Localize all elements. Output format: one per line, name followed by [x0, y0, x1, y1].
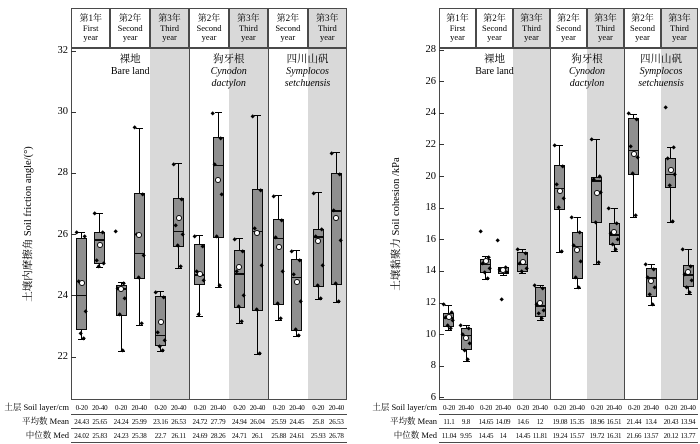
mean-marker	[215, 177, 221, 183]
box-iqr	[213, 137, 224, 238]
y-axis-tick-label: 26	[57, 228, 68, 240]
box-iqr	[273, 219, 284, 305]
soil-layer-value: 20-40	[680, 404, 696, 412]
year-label-en: First	[82, 22, 99, 33]
y-axis-tick	[439, 397, 444, 398]
median-value: 14.45	[515, 432, 531, 440]
treatment-label-zh: 裸地	[119, 54, 141, 65]
soil-layer-value: 0-20	[193, 404, 206, 412]
mean-value: 25.8	[312, 418, 324, 426]
median-value: 13.57	[643, 432, 659, 440]
y-axis-tick-label: 28	[57, 167, 68, 179]
median-value: 25.88	[271, 432, 287, 440]
year-label-en: year	[672, 32, 687, 43]
mean-marker	[668, 167, 674, 173]
soil-layer-value: 0-20	[664, 404, 677, 412]
mean-value: 15.35	[569, 418, 585, 426]
y-axis-tick-label: 10	[425, 328, 436, 340]
soil-layer-value: 20-40	[92, 404, 108, 412]
soil-layer-value: 20-40	[210, 404, 226, 412]
mean-marker	[500, 267, 506, 273]
mean-value: 24.94	[231, 418, 247, 426]
plot-frame	[71, 48, 347, 400]
soil-layer-value: 0-20	[479, 404, 492, 412]
treatment-label-en: setchuensis	[284, 78, 331, 90]
soil-layer-value: 20-40	[495, 404, 511, 412]
mean-value: 21.44	[626, 418, 642, 426]
year-label-en: Third	[160, 22, 179, 33]
mean-marker	[118, 286, 124, 292]
year-label-en: Third	[522, 22, 541, 33]
y-axis-tick-label: 30	[57, 106, 68, 118]
box-iqr	[331, 173, 342, 285]
treatment-group-label	[591, 54, 700, 90]
year-label-en: Second	[275, 22, 301, 33]
year-label-zh: 第1年	[446, 13, 469, 24]
year-header-cell	[550, 8, 587, 48]
median-line	[95, 239, 105, 241]
year-label-en: year	[162, 32, 177, 43]
median-value: 25.93	[310, 432, 326, 440]
year-label-en: Second	[629, 22, 656, 33]
year-label-zh: 第2年	[197, 13, 221, 24]
box-iqr	[572, 232, 583, 279]
year-label-en: First	[449, 22, 466, 33]
y-axis-tick	[439, 271, 444, 272]
year-header-cell	[229, 8, 268, 48]
year-label-en: year	[241, 32, 256, 43]
soil-layer-value: 20-40	[643, 404, 659, 412]
y-axis-tick-label: 28	[425, 44, 436, 56]
whisker-cap-top	[556, 145, 563, 146]
median-value: 25.83	[92, 432, 108, 440]
year-label-en: Third	[670, 22, 689, 33]
y-axis-tick	[439, 366, 444, 367]
mean-marker	[315, 238, 321, 244]
year-label-zh: 第2年	[276, 13, 300, 24]
year-header-cell	[71, 8, 110, 48]
whisker-cap-top	[685, 249, 692, 250]
year-label-en: year	[83, 32, 99, 43]
table-rule	[439, 442, 698, 443]
mean-value: 19.08	[552, 418, 568, 426]
mean-value: 14.6	[517, 418, 529, 426]
treatment-label-en: Symplocos	[286, 66, 329, 78]
year-label-zh: 第2年	[557, 13, 580, 24]
table-row-label: 平均数 Mean	[22, 416, 69, 426]
mean-value: 20.43	[663, 418, 679, 426]
whisker-cap-top	[648, 264, 655, 265]
year-header-cell	[308, 8, 347, 48]
y-axis-tick	[439, 144, 444, 145]
median-value: 9.95	[460, 432, 472, 440]
year-label-zh: 第3年	[158, 13, 181, 24]
year-label-zh: 第2年	[631, 13, 654, 24]
y-axis-tick	[439, 208, 444, 209]
treatment-label-en: Bare land	[475, 66, 514, 78]
year-label-en: Second	[555, 22, 582, 33]
median-value: 24.02	[74, 432, 90, 440]
whisker-cap-top	[196, 235, 203, 236]
mean-value: 26.53	[328, 418, 344, 426]
median-line	[77, 295, 87, 297]
median-value: 11.04	[441, 432, 457, 440]
mean-value: 23.16	[153, 418, 168, 426]
year-label-en: year	[122, 32, 138, 43]
box-iqr	[291, 259, 302, 331]
box-iqr	[234, 250, 245, 308]
year-header-cell	[439, 8, 476, 48]
soil-layer-value: 0-20	[312, 404, 325, 412]
y-axis-tick	[439, 81, 444, 82]
mean-value: 26.53	[171, 418, 186, 426]
treatment-label-en: Bare land	[110, 66, 150, 78]
whisker-cap-top	[611, 208, 618, 209]
mean-marker	[594, 190, 600, 196]
mean-value: 24.45	[289, 418, 305, 426]
whisker-cap-top	[445, 305, 452, 306]
soil-layer-value: 0-20	[154, 404, 167, 412]
treatment-label-zh: 狗牙根	[212, 54, 245, 65]
plot-frame	[439, 48, 698, 400]
mean-marker	[631, 151, 637, 157]
y-axis-tick-label: 22	[57, 351, 68, 363]
soil-layer-value: 0-20	[233, 404, 246, 412]
mean-marker	[197, 271, 203, 277]
median-value: 20.12	[663, 432, 679, 440]
median-value: 26.1	[251, 432, 264, 440]
soil-layer-value: 0-20	[272, 404, 285, 412]
y-axis-tick-label: 14	[425, 265, 436, 277]
y-axis-tick	[71, 51, 76, 52]
table-row-label: 平均数 Mean	[390, 416, 437, 426]
mean-value: 9.8	[461, 418, 471, 426]
year-label-zh: 第2年	[483, 13, 506, 24]
mean-value: 13.94	[680, 418, 696, 426]
year-header-cell	[587, 8, 624, 48]
soil-layer-value: 0-20	[553, 404, 566, 412]
y-axis-tick-label: 20	[425, 170, 436, 182]
table-row-label: 土层 Soil layer/cm	[4, 402, 69, 412]
mean-value: 12	[536, 418, 544, 426]
whisker-cap-top	[593, 139, 600, 140]
table-row-label: 中位数 Med	[25, 430, 69, 440]
whisker-cap-top	[293, 250, 300, 251]
year-header-cell	[150, 8, 189, 48]
mean-value: 24.72	[192, 418, 208, 426]
mean-value: 25.99	[131, 418, 147, 426]
mean-marker	[611, 229, 617, 235]
y-axis-tick	[71, 357, 76, 358]
year-label-zh: 第3年	[316, 13, 339, 24]
treatment-label-zh: 狗牙根	[571, 54, 603, 65]
year-header-cell	[189, 8, 228, 48]
median-value: 13.77	[680, 432, 696, 440]
treatment-label-zh: 裸地	[484, 54, 505, 65]
median-value: 22.7	[154, 432, 167, 440]
median-value: 14.45	[478, 432, 494, 440]
table-rule	[439, 414, 698, 415]
y-axis-tick	[439, 113, 444, 114]
median-value: 24.23	[113, 432, 129, 440]
median-value: 19.72	[589, 432, 605, 440]
year-label-en: year	[561, 32, 576, 43]
table-row-label: 中位数 Med	[393, 430, 437, 440]
y-axis-tick-label: 16	[425, 233, 436, 245]
mean-value: 25.59	[271, 418, 287, 426]
whisker-cap-top	[215, 112, 222, 113]
soil-layer-value: 0-20	[590, 404, 603, 412]
mean-value: 11.1	[443, 418, 455, 426]
year-label-en: year	[524, 32, 539, 43]
whisker-cap-top	[275, 195, 282, 196]
soil-layer-value: 0-20	[442, 404, 455, 412]
data-point	[315, 283, 320, 288]
year-label-en: year	[201, 32, 217, 43]
y-axis-tick-label: 12	[425, 297, 436, 309]
year-label-en: year	[487, 32, 502, 43]
treatment-label-en: dactylon	[569, 78, 605, 90]
year-header-cell	[268, 8, 307, 48]
box-iqr	[591, 177, 602, 224]
median-value: 24.69	[192, 432, 208, 440]
year-label-en: year	[319, 32, 335, 43]
year-label-zh: 第3年	[237, 13, 260, 24]
year-header-cell	[513, 8, 550, 48]
whisker-cap-top	[574, 217, 581, 218]
y-axis-tick	[439, 50, 444, 51]
year-label-en: Third	[317, 22, 337, 33]
treatment-label-en: Symplocos	[639, 66, 683, 78]
year-header-cell	[110, 8, 149, 48]
y-axis-title: 土壤内摩擦角 Soil friction angle/(°)	[23, 146, 34, 302]
year-label-en: Third	[596, 22, 615, 33]
soil-layer-value: 20-40	[569, 404, 585, 412]
table-rule	[71, 442, 347, 443]
median-value: 11.81	[532, 432, 548, 440]
y-axis-tick-label: 32	[57, 45, 68, 57]
median-value: 24.61	[289, 432, 305, 440]
soil-layer-value: 0-20	[516, 404, 529, 412]
mean-value: 24.24	[113, 418, 129, 426]
mean-marker	[648, 278, 654, 284]
table-row-label: 土层 Soil layer/cm	[372, 402, 437, 412]
y-axis-tick-label: 8	[430, 360, 436, 372]
whisker-cap-top	[630, 114, 637, 115]
median-value: 14	[499, 432, 507, 440]
year-label-zh: 第2年	[118, 13, 142, 24]
mean-value: 16.51	[606, 418, 622, 426]
table-rule	[439, 428, 698, 429]
mean-value: 14.65	[478, 418, 494, 426]
mean-value: 27.79	[210, 418, 226, 426]
y-axis-tick-label: 22	[425, 138, 436, 150]
soil-layer-value: 20-40	[532, 404, 548, 412]
year-label-en: Third	[238, 22, 258, 33]
median-value: 21.66	[626, 432, 642, 440]
year-header-cell	[624, 8, 661, 48]
y-axis-tick-label: 6	[430, 391, 436, 403]
y-axis-tick-label: 26	[425, 75, 436, 87]
table-rule	[71, 414, 347, 415]
year-header-cell	[476, 8, 513, 48]
y-axis-tick	[439, 176, 444, 177]
year-label-zh: 第3年	[594, 13, 617, 24]
year-label-en: Second	[117, 22, 143, 33]
median-value: 26.11	[171, 432, 186, 440]
soil-layer-value: 20-40	[606, 404, 622, 412]
year-label-en: year	[598, 32, 613, 43]
median-value: 19.24	[552, 432, 568, 440]
y-axis-tick	[439, 239, 444, 240]
treatment-label-en: setchuensis	[638, 78, 684, 90]
mean-value: 13.4	[645, 418, 657, 426]
mean-value: 24.43	[74, 418, 90, 426]
year-label-en: year	[450, 32, 465, 43]
y-axis-title: 土壤黏聚力 Soil cohesion /kPa	[391, 157, 402, 291]
median-value: 28.26	[210, 432, 226, 440]
mean-value: 14.09	[495, 418, 511, 426]
y-axis-tick	[439, 334, 444, 335]
year-label-en: year	[280, 32, 296, 43]
median-value: 24.71	[231, 432, 247, 440]
mean-marker	[520, 259, 526, 265]
y-axis-tick-label: 24	[57, 289, 68, 301]
soil-layer-value: 20-40	[289, 404, 305, 412]
mean-value: 26.04	[250, 418, 265, 426]
mean-marker	[79, 280, 85, 286]
y-axis-tick	[71, 173, 76, 174]
soil-layer-value: 20-40	[170, 404, 187, 412]
treatment-label-zh: 四川山矾	[286, 54, 329, 65]
soil-layer-value: 20-40	[131, 404, 147, 412]
soil-layer-value: 0-20	[75, 404, 88, 412]
y-axis-tick-label: 24	[425, 107, 436, 119]
year-label-en: Second	[196, 22, 222, 33]
year-label-zh: 第1年	[79, 13, 102, 24]
whisker-cap-top	[175, 163, 182, 164]
year-label-en: year	[635, 32, 650, 43]
mean-value: 18.96	[589, 418, 605, 426]
soil-layer-value: 20-40	[328, 404, 345, 412]
year-label-zh: 第3年	[520, 13, 543, 24]
mean-value: 25.65	[92, 418, 108, 426]
soil-layer-value: 0-20	[115, 404, 128, 412]
median-value: 25.38	[131, 432, 147, 440]
year-label-zh: 第3年	[668, 13, 691, 24]
year-header-cell	[661, 8, 698, 48]
treatment-label-en: Cynodon	[568, 66, 606, 78]
soil-layer-value: 20-40	[249, 404, 266, 412]
treatment-label-en: Cynodon	[210, 66, 247, 78]
treatment-group-label	[238, 54, 378, 90]
treatment-label-en: dactylon	[211, 78, 246, 90]
median-value: 26.78	[328, 432, 344, 440]
year-label-en: Second	[481, 22, 508, 33]
soil-layer-value: 0-20	[627, 404, 640, 412]
mean-marker	[158, 319, 164, 325]
soil-layer-value: 20-40	[458, 404, 474, 412]
median-value: 16.31	[606, 432, 622, 440]
treatment-label-zh: 四川山矾	[640, 54, 682, 65]
y-axis-tick-label: 18	[425, 202, 436, 214]
y-axis-tick	[71, 112, 76, 113]
mean-marker	[463, 335, 469, 341]
table-rule	[71, 428, 347, 429]
box-iqr	[252, 189, 263, 311]
median-value: 15.57	[569, 432, 585, 440]
